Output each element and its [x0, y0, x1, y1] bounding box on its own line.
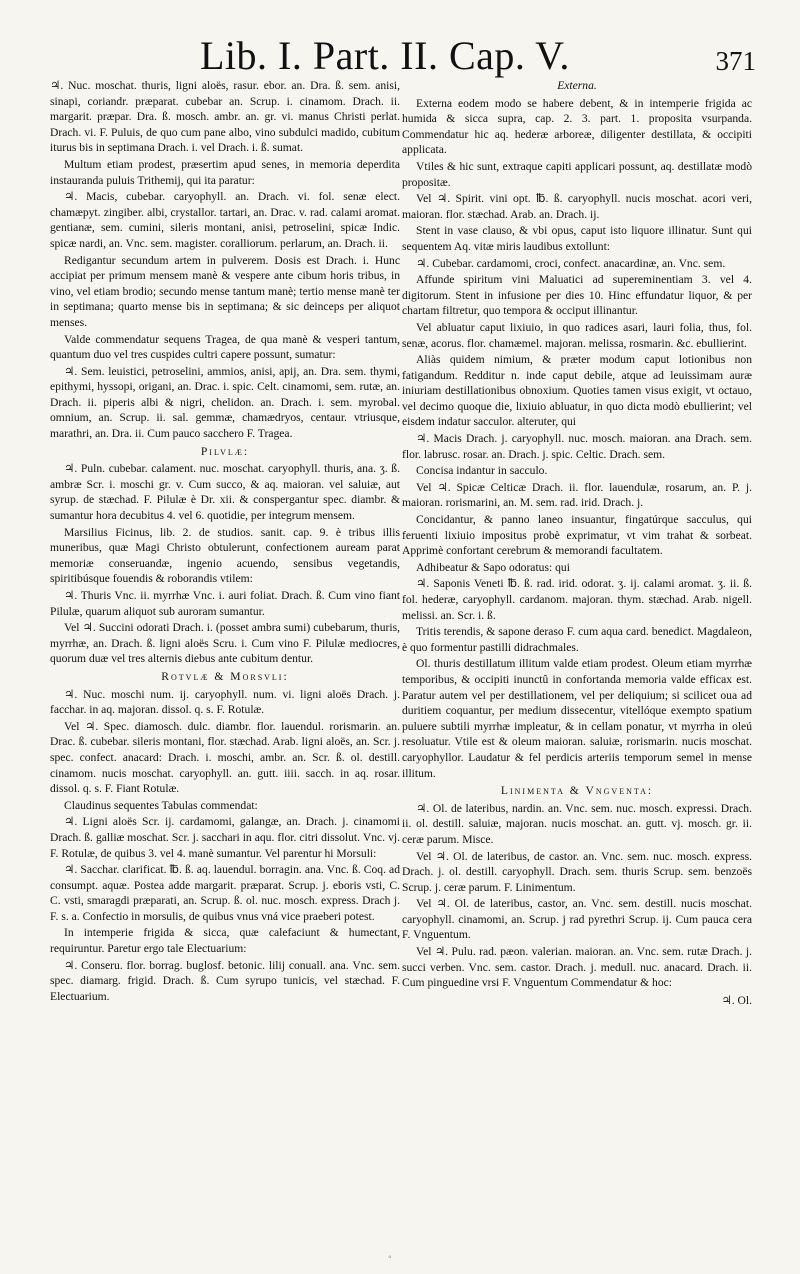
left-column [50, 78, 400, 1005]
paragraph: Concidantur, & panno laneo insuantur, fingatúrque sacculus, qui feruenti lixiuio impositus probè exprimatur, vt vim trahat & sorbeat. Apprimè confortant cerebrum & memorandi facultatem. [402, 513, 752, 558]
paragraph: ♃. Saponis Veneti ℔. ß. rad. irid. odorat. ʒ. ij. calami aromat. ʒ. ii. ß. fol. hederæ, caryophyll. cardanom. majoran. thym. stæchad. Arab. nigell. melissi. an. Scr. i. ß. [402, 577, 752, 622]
section-heading: Rotvlæ & Morsvli: [161, 669, 289, 683]
paragraph: Redigantur secundum artem in pulverem. Dosis est Drach. i. Hunc accipiat per primum mensem manè & vespere ante cibum horis tribus, in vino, vel etiam brodio; secundo mense tantum manè; tertio mense manè ter in septimana; quarto mense bis in septimana; & sic deinceps per aliquot menses. [50, 253, 400, 329]
paragraph: Marsilius Ficinus, lib. 2. de studios. sanit. cap. 9. è tribus illis muneribus, quæ Magi Christo obtulerunt, confectionem auream parat memoriæ conseruandæ, ingenio acuendo, sensibus vegetandis, spiritibúsque fouendis & roborandis vtilem: [50, 525, 400, 586]
paragraph: ♃. Ligni aloës Scr. ij. cardamomi, galangæ, an. Drach. j. cinamomi Drach. ß. galliæ moschat. Scr. j. sacchari in aqu. flor. citri dissolut. Vnc. vj. F. Rotulæ, de quibus 3. vel 4. manè sumantur. Vel parentur hi Morsuli: [50, 815, 400, 860]
paragraph: Vel ♃. Succini odorati Drach. i. (posset ambra sumi) cubebarum, thuris, myrrhæ, an. Drach. ß. ligni aloës Scru. i. Cum vino F. Pilulæ mediocres, quorum duæ vel tres alternis diebus ante cubitum dentur. [50, 621, 400, 666]
paragraph: ♃. Puln. cubebar. calament. nuc. moschat. caryophyll. thuris, ana. ʒ. ß. ambræ Scr. i. moschi gr. v. Cum succo, & aq. maioran. vel saluiæ, aut syrup. de stæchad. F. Pilulæ è Dr. xii. & conspergantur spec. diambr. & sumantur hora decubitus 4. vel 6. quotidie, per integrum mensem. [50, 462, 400, 523]
paragraph: Vel ♃. Ol. de lateribus, de castor. an. Vnc. sem. nuc. mosch. express. Drach. j. ol. destill. caryophyll. Drach. sem. thuris Scrup. sem. benzoës Scrup. j. ceræ parum. F. Linimentum. [402, 849, 752, 894]
paragraph: ♃. Sacchar. clarificat. ℔. ß. aq. lauendul. borragin. ana. Vnc. ß. Coq. ad consumpt. aquæ. Postea adde margarit. præparat. Scrup. j. eboris vsti, C. C. vsti, smaragdi præparati, an. Scrup. ß. ol. nuc. mosch. express. Drach j. F. s. a. Confectio in morsulis, de quibus vnus vná vice praeberi potest. [50, 863, 400, 923]
paragraph: Vel ♃. Pulu. rad. pæon. valerian. maioran. an. Vnc. sem. rutæ Drach. j. succi verben. Vnc. sem. castor. Drach. j. medull. nuc. anacard. Drach. ii. Cum pinguedine vrsi F. Vnguentum Commendatur & hoc: [402, 945, 752, 990]
section-subheading: Externa. [557, 79, 597, 92]
paragraph: Vel ♃. Spirit. vini opt. ℔. ß. caryophyll. nucis moschat. acori veri, maioran. flor. stæchad. Arab. an. Drach. ij. [402, 192, 752, 221]
paragraph: Adhibeatur & Sapo odoratus: qui [416, 560, 570, 574]
paragraph: ♃. Thuris Vnc. ii. myrrhæ Vnc. i. auri foliat. Drach. ß. Cum vino fiant Pilulæ, quarum aliquot sub auroram sumantur. [50, 589, 400, 618]
right-column [402, 78, 752, 1009]
paragraph: In intemperie frigida & sicca, quæ calefaciunt & humectant, requiruntur. Paretur ergo tale Electuarium: [50, 926, 400, 956]
running-title: Lib. I. Part. II. Cap. V. [200, 33, 570, 78]
paragraph: Vel ♃. Ol. de lateribus, castor, an. Vnc. sem. destill. nucis moschat. caryophyll. cinamomi, an. Scrup. j rad pyrethri Scrup. ij. Cum pauca cera F. Vnguentum. [402, 897, 752, 942]
paragraph: Valde commendatur sequens Tragea, de qua manè & vesperi tantum, quantum duo vel tres cuspides cultri capere possunt, sumatur: [50, 332, 400, 362]
paragraph: Vel ♃. Spec. diamosch. dulc. diambr. flor. lauendul. rorismarin. an. Drac. ß. cubebar. sileris montani, flor. stæchad. Arab. ligni aloës, an. Scr. j. spec. confect. anacard: Drach. i. moschi, ambr. an. Scr. ß. ol. destill. cinamom. nucis moschat. caryophyll. an. gutt. iiii. sacch. in aq. rosar. dissol. q. s. F. Fiant Rotulæ. [50, 719, 400, 796]
page-header [0, 20, 800, 80]
paragraph: ♃. Nuc. moschat. thuris, ligni aloës, rasur. ebor. an. Dra. ß. sem. anisi, sinapi, coriandr. præparat. cubebar an. Scrup. i. cinamom. Drach. ii. margarit. præpar. Dra. ß. mosch. ambr. an. gr. vi. manus Christi perlat. Drach. vi. F. Puluis, de quo cum pane albo, vino subdulci madido, cubitum iturus bis in septimana Drach. i. vel Drach. i. ß. sumat. [50, 79, 400, 155]
page-ornament-mark: ◦ [388, 1252, 392, 1263]
paragraph: Stent in vase clauso, & vbi opus, caput isto liquore illinatur. Sunt qui sequentem Aq. vitæ miris laudibus extollunt: [402, 224, 752, 253]
paragraph: ♃. Macis, cubebar. caryophyll. an. Drach. vi. fol. senæ elect. chamæpyt. zingiber. albi, crystallor. tartari, an. Drac. v. rad. calami aromat. gentianæ, sem. cumini, sileris montani, anisi, petroselini, spicæ Indic. spicæ nardi, an. Vnc. sem. magister. coralliorum. perlarum, an. Drach. ii. [50, 190, 400, 250]
paragraph: Vtiles & hic sunt, extraque capiti applicari possunt, aq. destillatæ modò propositæ. [402, 159, 752, 189]
paragraph: ♃. Ol. de lateribus, nardin. an. Vnc. sem. nuc. mosch. expressi. Drach. ii. ol. destill. saluiæ, majoran. nucis moschat. an. gutt. vj. mosch. gr. ii. ceræ parum. Misce. [402, 801, 752, 846]
paragraph: Ol. thuris destillatum illitum valde etiam prodest. Oleum etiam myrrhæ temporibus, & occipiti inunctû in confortanda memoria valde efficax est. Paratur autem vel per destillationem, vel per deliquium; si scilicet oua ad duritiem coquantur, per medium dissecentur, vitellóque exempto spatium puluere subtili myrrhæ impleatur, & in cellam ponatur, vt myrrha in oleú resoluatur. Vtile est & oleum maioran. saluiæ, rorismarin. nucis moschat. caryophyllor. Laudatur & fel perdicis arteriis temporum semel in mense illitum. [402, 657, 752, 780]
paragraph: ♃. Sem. leuistici, petroselini, ammios, anisi, apij, an. Dra. sem. thymi, epithymi, hyssopi, origani, an. Drac. i. spic. Celt. cinamomi, sem. rutæ, an. Drach. ii. piperis albi & nigri, chelidon. an. Drach. i. sem. myrobal. omnium, an. Scrup. ii. sal. gemmæ, chamædryos, centaur. vtriusque, marathri, an. Dra. ii. Cum pauco sacchero F. Tragea. [50, 364, 400, 441]
paragraph: Vel ♃. Spicæ Celticæ Drach. ii. flor. lauendulæ, rosarum, an. P. j. maioran. rorismarini, an. M. sem. rad. irid. Drach. j. [402, 480, 752, 510]
paragraph: ♃. Conseru. flor. borrag. buglosf. betonic. lilij conuall. ana. Vnc. sem. spec. diamarg. frigid. Drach. ß. Cum syrupo tunicis, vel stæchad. F. Electuarium. [50, 958, 400, 1003]
paragraph: ♃. Cubebar. cardamomi, croci, confect. anacardinæ, an. Vnc. sem. [416, 256, 726, 270]
paragraph: Tritis terendis, & sapone deraso F. cum aqua card. benedict. Magdaleon, è quo formentur pastilli didrachmales. [402, 625, 752, 654]
page-number: 371 [715, 46, 756, 76]
paragraph: Vel abluatur caput lixiuio, in quo radices asari, lauri folia, thus, fol. senæ, acorus. flor. chamæmel. majoran. melissa, rosmarin. &c. ebullierint. [402, 320, 752, 350]
paragraph: ♃. Macis Drach. j. caryophyll. nuc. mosch. maioran. ana Drach. sem. flor. labrusc. rosar. an. Drach. j. spic. Celtic. Drach. sem. [402, 432, 752, 461]
paragraph: Affunde spiritum vini Maluatici ad supereminentiam 3. vel 4. digitorum. Stent in infusione per dies 10. Hinc effundatur liquor, & per chartam filtretur, quo tempora & occiput illinantur. [402, 273, 752, 318]
paragraph: ♃. Ol. [721, 993, 752, 1007]
paragraph: Externa eodem modo se habere debent, & in intemperie frigida ac humida & sicca supra, cap. 2. 3. part. 1. proposita vsurpanda. Commendatur hic aq. hederæ arboreæ, diligenter destillata, & occipiti applicata. [402, 96, 752, 157]
paragraph: ♃. Nuc. moschi num. ij. caryophyll. num. vi. ligni aloës Drach. j. facchar. in aq. majoran. dissol. q. s. F. Rotulæ. [50, 687, 400, 717]
paragraph: Concisa indantur in sacculo. [416, 464, 548, 478]
section-heading: Pilvlæ: [200, 444, 250, 458]
paragraph: Multum etiam prodest, præsertim apud senes, in memoria deperdita instauranda puluis Trithemij, qui ita paratur: [50, 157, 400, 187]
section-heading: Linimenta & Vngventa: [500, 784, 654, 798]
paragraph: Claudinus sequentes Tabulas commendat: [64, 798, 258, 812]
paragraph: Aliàs quidem nimium, & præter modum caput lotionibus non fatigandum. Redditur n. inde caput debile, atque ad leuissimam auræ iniuriam destillationibus obnoxium. Quoties tamen visus exigit, vt octauo, vel decimo quoque die, lixiuio abluatur, in quo dicta modò ebullierint; vel eisdem indatur sacculor. alteruter, qui [402, 353, 752, 429]
